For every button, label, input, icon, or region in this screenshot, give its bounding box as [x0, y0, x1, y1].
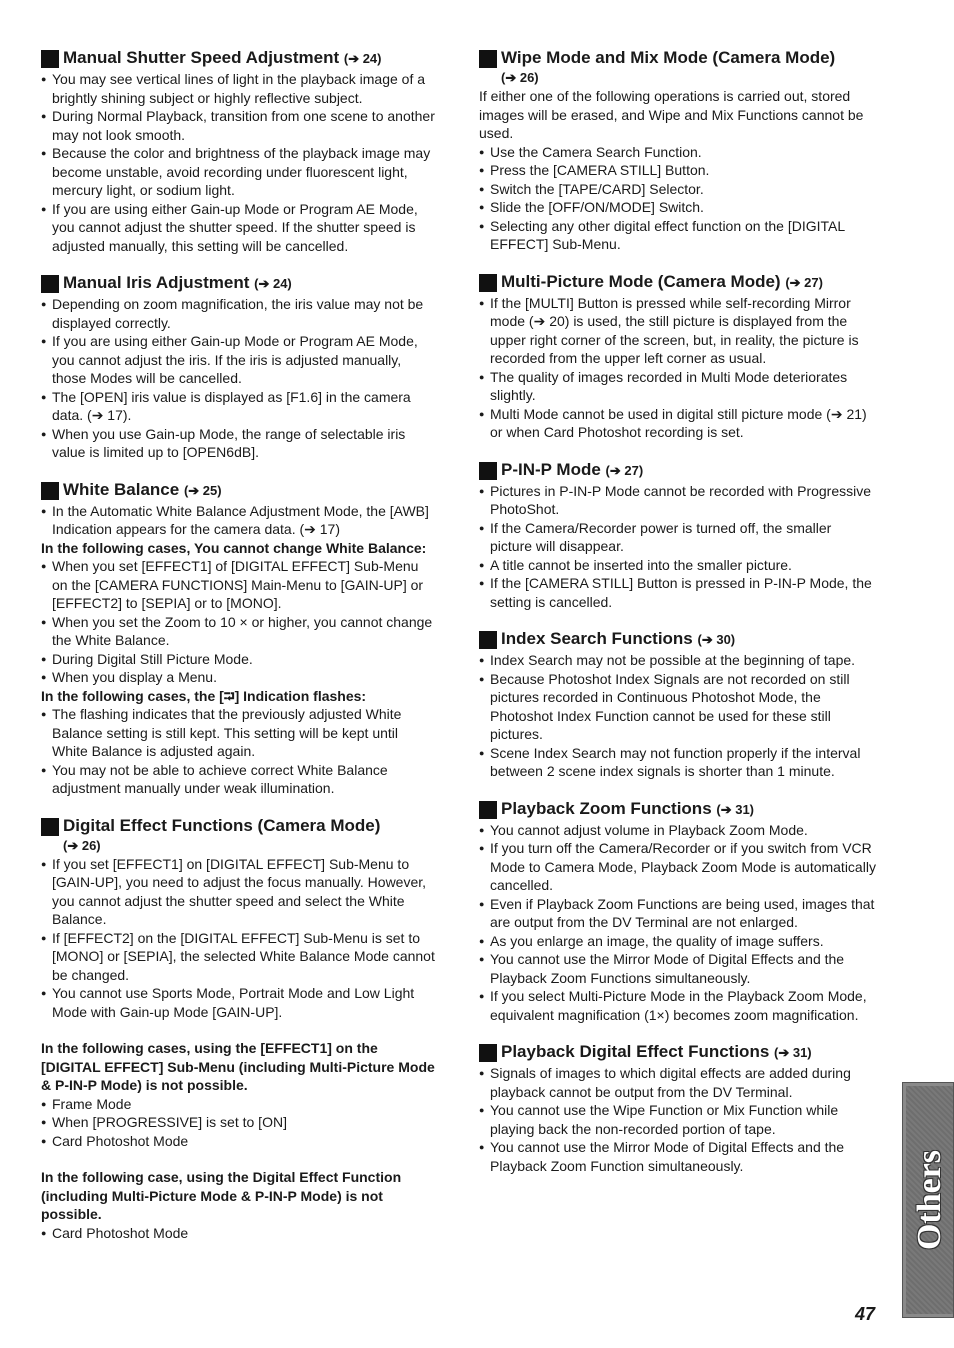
list-item: ● You cannot use the Wipe Function or Mix Function while playing back the non-recorded portion of tape. — [479, 1101, 877, 1138]
list-item: ● Signals of images to which digital effects are added during playback cannot be output from the DV Terminal. — [479, 1064, 877, 1101]
list-item: ● Switch the [TAPE/CARD] Selector. — [479, 180, 877, 199]
list-item: ● You cannot use the Mirror Mode of Digital Effects and the Playback Zoom Functions simultaneously. — [479, 950, 877, 987]
page-reference: (➔ 24) — [254, 276, 292, 291]
heading-square-icon — [479, 1044, 497, 1062]
heading-square-icon — [41, 818, 59, 836]
side-tab-label: Others — [910, 1149, 948, 1251]
list-item: ● The [OPEN] iris value is displayed as [F1.6] in the camera data. (➔ 17). — [41, 388, 437, 425]
list-item: ● Pictures in P-IN-P Mode cannot be recorded with Progressive PhotoShot. — [479, 482, 877, 519]
list-item: ● You may see vertical lines of light in the playback image of a brightly shining subject or highly reflective subject. — [41, 70, 437, 107]
list-item: ● When you set [EFFECT1] of [DIGITAL EFFECT] Sub-Menu on the [CAMERA FUNCTIONS] Main-Menu to [GAIN-UP] or [EFFECT2] to [SEPIA] or to [MONO]. — [41, 557, 437, 613]
page-reference: (➔ 26) — [501, 70, 539, 85]
page-reference: (➔ 30) — [697, 632, 736, 647]
list-item: ● Card Photoshot Mode — [41, 1224, 437, 1243]
section-manual-iris — [41, 272, 437, 462]
list-item: ● Even if Playback Zoom Functions are being used, images that are output from the DV Terminal are not enlarged. — [479, 895, 877, 932]
heading-square-icon — [41, 482, 59, 500]
list-item: ● Press the [CAMERA STILL] Button. — [479, 161, 877, 180]
section-heading: Manual Shutter Speed Adjustment (➔ 24) — [41, 47, 437, 70]
right-column — [479, 47, 877, 1192]
section-digital-effect — [41, 815, 437, 1243]
subheading: In the following case, using the Digital Effect Function (including Multi-Picture Mode & P-IN-P Mode) is not possible. — [41, 1169, 402, 1222]
list-item: ● If [EFFECT2] on the [DIGITAL EFFECT] Sub-Menu is set to [MONO] or [SEPIA], the selected White Balance Mode cannot be changed. — [41, 929, 437, 985]
page-reference: (➔ 26) — [63, 837, 101, 853]
page-reference: (➔ 31) — [774, 1045, 812, 1060]
section-index-search — [479, 628, 877, 781]
section-heading: Digital Effect Functions (Camera Mode) — [41, 815, 437, 837]
page-reference: (➔ 24) — [343, 51, 382, 66]
section-heading: Playback Digital Effect Functions (➔ 31) — [479, 1041, 877, 1064]
heading-square-icon — [479, 50, 497, 68]
page-reference: (➔ 27) — [785, 274, 823, 290]
list-item: ● Multi Mode cannot be used in digital still picture mode (➔ 21) or when Card Photoshot recording is set. — [479, 405, 877, 442]
list-item: ● You cannot use Sports Mode, Portrait Mode and Low Light Mode with Gain-up Mode [GAIN-UP]. — [41, 984, 437, 1021]
list-item: ● The flashing indicates that the previously adjusted White Balance setting is still kept. This setting will be kept until White Balance is adjusted again. — [41, 705, 437, 761]
list-item: ● During Normal Playback, transition from one scene to another may not look smooth. — [41, 107, 437, 144]
heading-square-icon — [479, 462, 497, 480]
list-item: ● Slide the [OFF/ON/MODE] Switch. — [479, 198, 877, 217]
list-item: ● If you are using either Gain-up Mode or Program AE Mode, you cannot adjust the shutter speed. If the shutter speed is adjusted manually, this setting will be cancelled. — [41, 200, 437, 256]
list-item: ● If you are using either Gain-up Mode or Program AE Mode, you cannot adjust the iris. If the iris is adjusted manually, those Modes will be cancelled. — [41, 332, 437, 388]
list-item: ● If the Camera/Recorder power is turned off, the smaller picture will disappear. — [479, 519, 877, 556]
list-item: ● Depending on zoom magnification, the iris value may not be displayed correctly. — [41, 295, 437, 332]
section-heading: P-IN-P Mode (➔ 27) — [479, 459, 877, 482]
section-manual-shutter — [41, 47, 437, 255]
section-wipe-mix — [479, 47, 877, 254]
section-heading: Manual Iris Adjustment (➔ 24) — [41, 272, 437, 295]
list-item: ● When you use Gain-up Mode, the range of selectable iris value is limited up to [OPEN6dB]. — [41, 425, 437, 462]
list-item: ● Because Photoshot Index Signals are not recorded on still pictures recorded in Continuous Photoshot Mode, the Photoshot Index Function cannot be used for these still pictures. — [479, 670, 877, 744]
section-heading: Multi-Picture Mode (Camera Mode) (➔ 27) — [479, 271, 877, 294]
heading-square-icon — [41, 275, 59, 293]
list-item: ● You may not be able to achieve correct White Balance adjustment manually under weak illumination. — [41, 761, 437, 798]
list-item: ● When you display a Menu. — [41, 668, 437, 687]
list-item: ● Scene Index Search may not function properly if the interval between 2 scene index signals is shorter than 1 minute. — [479, 744, 877, 781]
section-playback-zoom — [479, 798, 877, 1025]
list-item: ● Selecting any other digital effect function on the [DIGITAL EFFECT] Sub-Menu. — [479, 217, 877, 254]
section-side-tab — [902, 1082, 954, 1318]
list-item: ● During Digital Still Picture Mode. — [41, 650, 437, 669]
list-item: ● You cannot adjust volume in Playback Zoom Mode. — [479, 821, 877, 840]
subheading: In the following cases, the [⮒] Indication flashes: — [41, 687, 367, 704]
section-p-in-p — [479, 459, 877, 612]
list-item: ● You cannot use the Mirror Mode of Digital Effects and the Playback Zoom Function simultaneously. — [479, 1138, 877, 1175]
section-playback-digital-effect — [479, 1041, 877, 1175]
page-reference: (➔ 27) — [605, 462, 644, 478]
list-item: ● Index Search may not be possible at the beginning of tape. — [479, 651, 877, 670]
heading-square-icon — [41, 50, 59, 68]
list-item: ● If the [CAMERA STILL] Button is pressed in P-IN-P Mode, the setting is cancelled. — [479, 574, 877, 611]
section-white-balance — [41, 479, 437, 798]
section-heading: White Balance (➔ 25) — [41, 479, 437, 502]
list-item: ● When [PROGRESSIVE] is set to [ON] — [41, 1113, 437, 1132]
list-item: ● If the [MULTI] Button is pressed while self-recording Mirror mode (➔ 20) is used, the still picture is displayed from the upper right corner of the screen, but, in reality, the picture is recorded from the upper left corner as usual. — [479, 294, 877, 368]
subheading: In the following cases, using the [EFFECT1] on the [DIGITAL EFFECT] Sub-Menu (including Multi-Picture Mode & P-IN-P Mode) is not possible. — [41, 1040, 435, 1093]
list-item: ● Use the Camera Search Function. — [479, 143, 877, 162]
section-heading: Playback Zoom Functions (➔ 31) — [479, 798, 877, 821]
list-item: ● Frame Mode — [41, 1095, 437, 1114]
heading-square-icon — [479, 274, 497, 292]
list-item: ● If you turn off the Camera/Recorder or if you switch from VCR Mode to Camera Mode, Playback Zoom Mode is automatically cancelled. — [479, 839, 877, 895]
section-heading: Wipe Mode and Mix Mode (Camera Mode) — [479, 47, 877, 69]
list-item: ● If you select Multi-Picture Mode in the Playback Zoom Mode, equivalent magnification (1×) becomes zoom magnification. — [479, 987, 877, 1024]
paragraph: If either one of the following operations is carried out, stored images will be erased, and Wipe and Mix Functions cannot be used. — [479, 88, 864, 141]
section-heading: Index Search Functions (➔ 30) — [479, 628, 877, 651]
list-item: ● When you set the Zoom to 10 × or higher, you cannot change the White Balance. — [41, 613, 437, 650]
list-item: ● As you enlarge an image, the quality of image suffers. — [479, 932, 877, 951]
section-multi-picture — [479, 271, 877, 442]
subheading: In the following cases, You cannot change White Balance: — [41, 539, 427, 556]
list-item: ● If you set [EFFECT1] on [DIGITAL EFFECT] Sub-Menu to [GAIN-UP], you need to adjust the focus manually. However, you cannot adjust the shutter speed and select the White Balance. — [41, 855, 437, 929]
page-reference: (➔ 31) — [716, 801, 755, 817]
list-item: ● A title cannot be inserted into the smaller picture. — [479, 556, 877, 575]
list-item: ● In the Automatic White Balance Adjustment Mode, the [AWB] Indication appears for the camera data. (➔ 17) — [41, 502, 437, 539]
page-reference: (➔ 25) — [183, 482, 222, 498]
list-item: ● Because the color and brightness of the playback image may become unstable, avoid recording under fluorescent light, mercury light, or sodium light. — [41, 144, 437, 200]
heading-square-icon — [479, 631, 497, 649]
page-number: 47 — [855, 1304, 876, 1324]
heading-square-icon — [479, 801, 497, 819]
left-column — [41, 47, 437, 1259]
list-item: ● The quality of images recorded in Multi Mode deteriorates slightly. — [479, 368, 877, 405]
list-item: ● Card Photoshot Mode — [41, 1132, 437, 1151]
